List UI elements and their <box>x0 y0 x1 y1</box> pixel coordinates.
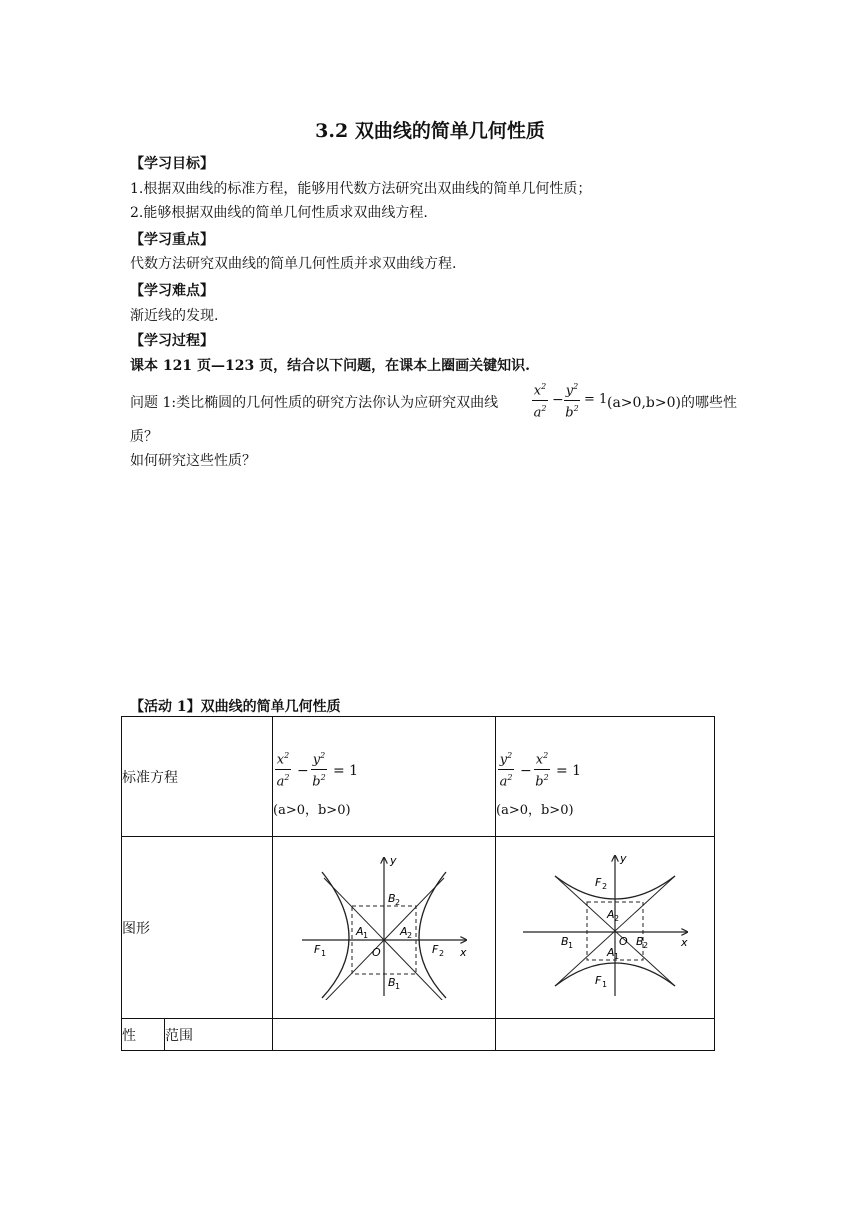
q1-minus: − <box>552 392 564 408</box>
q1-den-a: a <box>533 405 542 421</box>
label-y: y <box>390 853 397 867</box>
range-cell-2[interactable] <box>496 1019 715 1051</box>
label-F2-sub: 2 <box>602 881 608 891</box>
objective-item-2: 2.能够根据双曲线的简单几何性质求双曲线方程. <box>130 205 428 221</box>
hyperbola-horizontal-graph <box>294 852 474 1000</box>
q1-equals-one: = 1 <box>584 392 608 407</box>
difficulties-text: 渐近线的发现. <box>130 308 219 324</box>
eq2-condition: (a>0，b>0) <box>496 803 574 818</box>
eq1-frac-2: $y^2$ $b^2$ <box>312 751 326 790</box>
std-equation-label: 标准方程 <box>122 769 178 786</box>
label-x: x <box>681 935 688 949</box>
label-A1-sub: 1 <box>363 930 369 940</box>
graph-cell-2 <box>496 837 715 1019</box>
eq2-den-2: b <box>535 774 544 790</box>
label-origin: O <box>619 934 628 948</box>
label-y: y <box>620 851 627 865</box>
q1-frac-y-over-b: $y^2$ $b^2$ <box>565 382 579 421</box>
equation-vertical <box>496 735 714 795</box>
eq1-num-1: x <box>276 752 285 768</box>
label-B1-sub: 1 <box>395 981 401 991</box>
std-equation-label-cell <box>122 717 273 837</box>
label-B1: B <box>388 975 396 989</box>
left-branch <box>322 872 349 998</box>
eq1-condition: (a>0，b>0) <box>273 803 351 818</box>
std-equation-cell-2 <box>496 717 715 837</box>
label-F1-sub: 1 <box>321 948 327 958</box>
property-label-cell <box>122 1019 165 1051</box>
eq1-minus: − <box>297 763 309 779</box>
process-heading: 【学习过程】 <box>130 333 214 349</box>
label-F1: F <box>595 973 602 987</box>
eq1-equals: = 1 <box>333 763 359 779</box>
q1-num-y: y <box>565 383 574 399</box>
question-1-continuation: 质？ <box>130 429 158 445</box>
label-A1: A <box>356 924 364 938</box>
difficulties-heading: 【学习难点】 <box>130 283 214 299</box>
page-title: 3.2 双曲线的简单几何性质 <box>315 120 545 142</box>
label-A2: A <box>607 907 615 921</box>
objectives-heading: 【学习目标】 <box>130 156 214 172</box>
question-1-suffix: (a>0,b>0)的哪些性 <box>607 395 737 411</box>
label-A1: A <box>607 945 615 959</box>
label-A2-sub: 2 <box>407 930 413 940</box>
right-branch <box>419 872 446 998</box>
table-row <box>122 837 715 1019</box>
label-F1: F <box>314 942 321 956</box>
eq1-frac-1: $x^2$ $a^2$ <box>276 751 290 790</box>
q1-num-x: x <box>533 383 542 399</box>
table-row <box>122 717 715 837</box>
activity-heading: 【活动 1】双曲线的简单几何性质 <box>130 699 341 715</box>
eq2-num-2: x <box>535 752 544 768</box>
label-B2-sub: 2 <box>643 940 649 950</box>
properties-table <box>121 716 715 1051</box>
label-F2: F <box>432 942 439 956</box>
range-label-cell <box>164 1019 272 1051</box>
label-A2-sub: 2 <box>614 913 620 923</box>
question-2: 如何研究这些性质？ <box>130 453 256 469</box>
label-x: x <box>460 945 467 959</box>
label-B1-sub: 1 <box>568 940 574 950</box>
q1-frac-x-over-a: $x^2$ $a^2$ <box>533 382 547 421</box>
key-points-heading: 【学习重点】 <box>130 232 214 248</box>
process-instruction: 课本 121 页—123 页，结合以下问题，在课本上圈画关键知识. <box>130 358 530 374</box>
graph-cell-1 <box>273 837 496 1019</box>
label-F2-sub: 2 <box>439 948 445 958</box>
label-F1-sub: 1 <box>602 979 608 989</box>
label-B2-sub: 2 <box>395 897 401 907</box>
std-equation-cell-1 <box>273 717 496 837</box>
eq2-num-1: y <box>499 752 508 768</box>
graph-label-cell <box>122 837 273 1019</box>
eq2-frac-2: $x^2$ $b^2$ <box>535 751 549 790</box>
key-points-text: 代数方法研究双曲线的简单几何性质并求双曲线方程. <box>130 256 457 272</box>
label-F2: F <box>595 875 602 889</box>
label-A1-sub: 1 <box>614 951 620 961</box>
eq1-den-1: a <box>276 774 285 790</box>
eq2-minus: − <box>520 763 532 779</box>
range-cell-1[interactable] <box>273 1019 496 1051</box>
label-origin: O <box>372 945 381 959</box>
label-A2: A <box>400 924 408 938</box>
q1-den-b: b <box>565 405 574 421</box>
question-1-prefix: 问题 1:类比椭圆的几何性质的研究方法你认为应研究双曲线 <box>130 395 499 411</box>
eq2-equals: = 1 <box>556 763 582 779</box>
graph-label: 图形 <box>122 920 150 937</box>
label-B1: B <box>561 934 569 948</box>
label-B2: B <box>388 891 396 905</box>
equation-horizontal <box>273 735 495 795</box>
hyperbola-vertical-graph <box>515 852 695 1000</box>
table-row <box>122 1019 715 1051</box>
eq1-den-2: b <box>312 774 321 790</box>
eq2-den-1: a <box>499 774 508 790</box>
objective-item-1: 1.根据双曲线的标准方程，能够用代数方法研究出双曲线的简单几何性质； <box>130 181 592 197</box>
label-B2: B <box>636 934 644 948</box>
eq1-num-2: y <box>312 752 321 768</box>
eq2-frac-1: $y^2$ $a^2$ <box>499 751 513 790</box>
property-label: 性 <box>122 1027 136 1044</box>
range-label: 范围 <box>164 1027 193 1044</box>
